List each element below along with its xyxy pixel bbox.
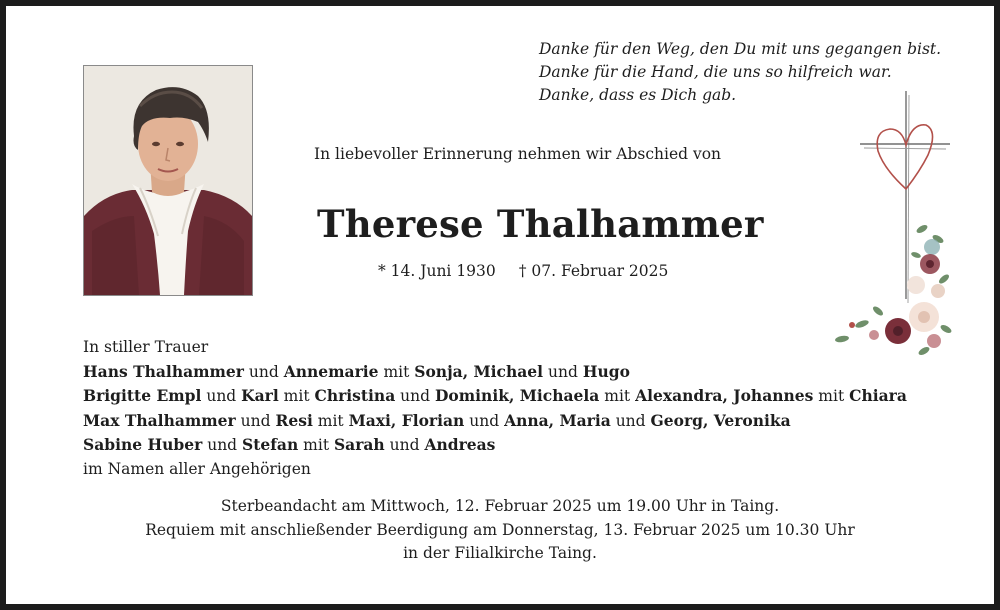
connector-text: mit [378, 362, 415, 381]
mourner-line [83, 433, 907, 458]
mourner-line [83, 384, 907, 409]
farewell-intro: In liebevoller Erinnerung nehmen wir Abschied von [314, 145, 722, 163]
mourners-list [83, 336, 907, 481]
mourner-name: Hans Thalhammer [83, 361, 244, 381]
mourner-name: Stefan [242, 435, 299, 454]
connector-text: und [395, 387, 435, 405]
mourner-name: Resi [275, 410, 313, 430]
mourners-closing: im Namen aller Angehörigen [83, 459, 311, 478]
connector-text: und [610, 411, 651, 430]
mourner-name: Dominik, Michaela [434, 386, 600, 405]
mourner-name: Annemarie [283, 361, 379, 381]
mourners-heading: In stiller Trauer [83, 338, 209, 356]
connector-text: und [543, 362, 583, 381]
connector-text: und [243, 362, 284, 381]
mourner-name: Sarah [333, 435, 385, 454]
service-details [6, 495, 994, 566]
mourner-name: Maxi, Florian [348, 410, 465, 430]
poem-line: Danke für den Weg, den Du mit uns gegangen bist. [539, 40, 942, 58]
mourner-name: Brigitte Empl [83, 386, 202, 405]
mourner-line [83, 360, 907, 385]
service-line: in der Filialkirche Taing. [403, 544, 597, 562]
portrait-photo [83, 65, 253, 296]
poem-line: Danke für die Hand, die uns so hilfreich war. [539, 63, 892, 81]
connector-text: und [235, 411, 276, 430]
mourner-name: Andreas [424, 435, 496, 454]
connector-text: mit [298, 436, 334, 454]
connector-text: und [202, 436, 243, 454]
mourner-name: Chiara [849, 386, 907, 405]
mourner-name: Christina [314, 386, 396, 405]
mourner-name: Anna, Maria [504, 410, 611, 430]
portrait-illustration [84, 66, 252, 295]
death-date: † 07. Februar 2025 [518, 262, 669, 280]
connector-text: und [384, 436, 425, 454]
mourner-name: Alexandra, Johannes [635, 386, 814, 405]
mourner-name: Sonja, Michael [414, 361, 544, 381]
connector-text: mit [278, 387, 315, 405]
service-line: Sterbeandacht am Mittwoch, 12. Februar 2025 um 19.00 Uhr in Taing. [220, 497, 780, 515]
cross-with-heart-and-flowers-icon [812, 89, 962, 359]
connector-text: und [464, 411, 505, 430]
birth-date: * 14. Juni 1930 [378, 262, 496, 280]
connector-text: mit [599, 387, 636, 405]
mourner-name: Karl [241, 386, 279, 405]
connector-text: und [201, 387, 242, 405]
life-dates [378, 262, 668, 280]
poem-line: Danke, dass es Dich gab. [539, 86, 737, 104]
service-line: Requiem mit anschließender Beerdigung am Donnerstag, 13. Februar 2025 um 10.30 Uhr [145, 520, 855, 539]
mourner-name: Hugo [582, 361, 630, 381]
connector-text: mit [312, 411, 349, 430]
deceased-name: Therese Thalhammer [317, 202, 764, 246]
mourner-name: Georg, Veronika [650, 410, 791, 430]
mourner-name: Sabine Huber [83, 435, 203, 454]
connector-text: mit [813, 387, 850, 405]
mourner-name: Max Thalhammer [83, 410, 236, 430]
mourner-line [83, 409, 907, 434]
